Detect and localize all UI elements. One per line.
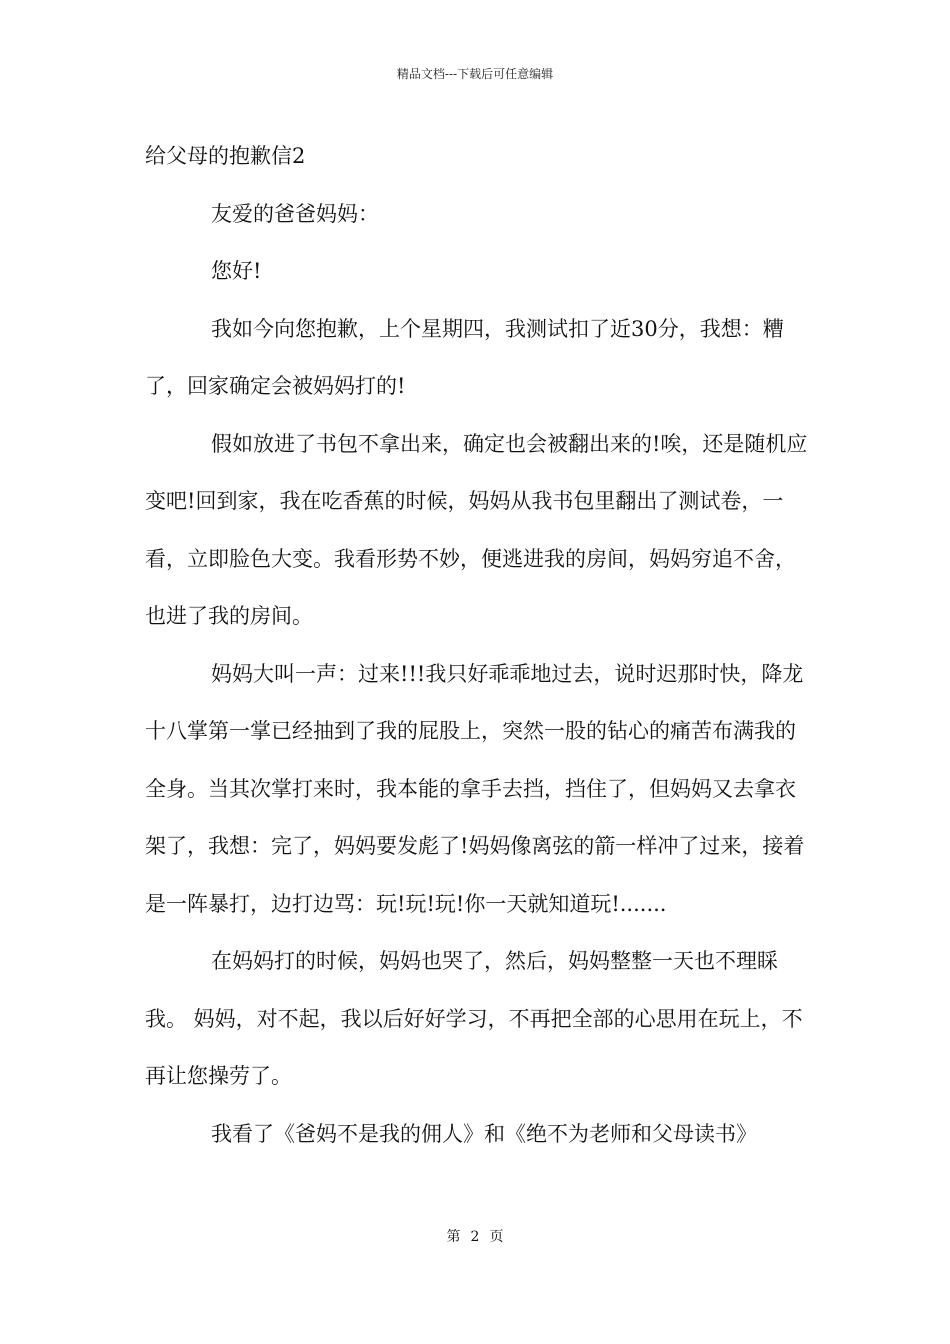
paragraph-1: 我如今向您抱歉，上个星期四，我测试扣了近30分，我想：糟了，回家确定会被妈妈打的! bbox=[145, 316, 784, 398]
page-label-suffix: 页 bbox=[489, 1229, 504, 1245]
document-title: 给父母的抱歉信2 bbox=[145, 144, 306, 168]
page-label-prefix: 第 bbox=[446, 1229, 461, 1245]
paragraph-5: 我看了《爸妈不是我的佣人》和《绝不为老师和父母读书》 bbox=[211, 1121, 757, 1146]
salutation: 友爱的爸爸妈妈： bbox=[211, 201, 379, 226]
paragraph-3: 妈妈大叫一声：过来!!!我只好乖乖地过去，说时迟那时快，降龙十八掌第一掌已经抽到了我的屁股上，突然一股的钻心的痛苦布满我的全身。当其次掌打来时，我本能的拿手去挡，挡住了，但妈妈又去拿衣架了，我想：完了，妈妈要发彪了!妈妈像离弦的箭一样冲了过来，接着是一阵暴打，边打边骂：玩!玩!玩!你一天就知道玩!....... bbox=[145, 661, 805, 916]
page-header: 精品文档---下载后可任意编辑 bbox=[396, 67, 554, 81]
paragraph-2: 假如放进了书包不拿出来，确定也会被翻出来的!唉，还是随机应变吧!回到家，我在吃香蕉的时候，妈妈从我书包里翻出了测试卷，一看，立即脸色大变。我看形势不妙，便逃进我的房间，妈妈穷追不舍，也进了我的房间。 bbox=[145, 431, 808, 628]
greeting: 您好! bbox=[211, 259, 262, 283]
page-footer bbox=[0, 1226, 950, 1248]
paragraph-4: 在妈妈打的时候，妈妈也哭了，然后，妈妈整整一天也不理睬我。 妈妈，对不起，我以后好好学习，不再把全部的心思用在玩上，不再让您操劳了。 bbox=[145, 949, 803, 1088]
page-number: 2 bbox=[470, 1229, 480, 1245]
document-body bbox=[145, 128, 810, 1163]
